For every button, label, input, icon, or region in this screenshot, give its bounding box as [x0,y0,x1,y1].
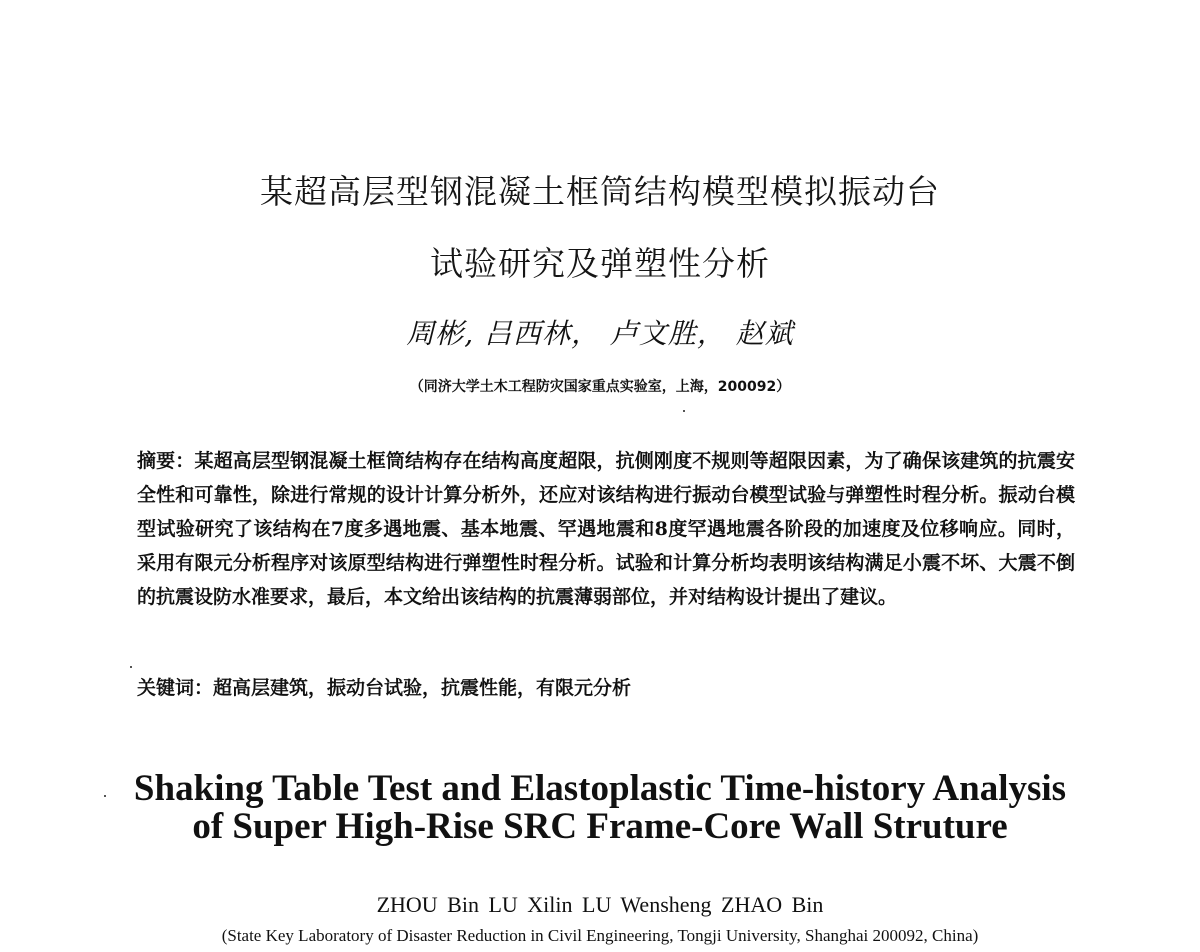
english-authors: ZHOU Bin LU Xilin LU Wensheng ZHAO Bin [376,892,824,917]
chinese-affiliation: （同济大学土木工程防灾国家重点实验室，上海，200092） [409,379,791,395]
english-affiliation: (State Key Laboratory of Disaster Reduction in Civil Engineering, Tongji University, Shanghai 200092, China) [221,926,979,945]
chinese-keywords [137,671,1075,705]
abstract-text: 某超高层型钢混凝土框筒结构存在结构高度超限，抗侧刚度不规则等超限因素，为了确保该建筑的抗震安全性和可靠性，除进行常规的设计计算分析外，还应对该结构进行振动台模型试验与弹塑性时程分析。振动台模型试验研究了该结构在7度多遇地震、基本地震、罕遇地震和8度罕遇地震各阶段的加速度及位移响应。同时，采用有限元分析程序对该原型结构进行弹塑性时程分析。试验和计算分析均表明该结构满足小震不坏、大震不倒的抗震设防水准要求，最后，本文给出该结构的抗震薄弱部位，并对结构设计提出了建议。 [137,450,1075,608]
chinese-abstract [137,444,1075,614]
scan-speck [683,410,685,412]
scan-speck [104,795,106,797]
english-title-line-1: Shaking Table Test and Elastoplastic Time-history Analysis [133,768,1067,809]
chinese-authors: 周彬, 吕西林， 卢文胜， 赵斌 [406,317,794,350]
chinese-title-line-2: 试验研究及弹塑性分析 [430,244,770,283]
scan-speck [130,666,132,668]
chinese-title-line-1: 某超高层型钢混凝土框筒结构模型模拟振动台 [260,172,940,211]
keywords-label: 关键词： [137,677,214,699]
keywords-text: 超高层建筑，振动台试验，抗震性能，有限元分析 [213,677,632,699]
english-title [0,770,1200,846]
english-title-line-2: of Super High-Rise SRC Frame-Core Wall Struture [192,806,1008,847]
abstract-label: 摘要： [137,450,195,472]
